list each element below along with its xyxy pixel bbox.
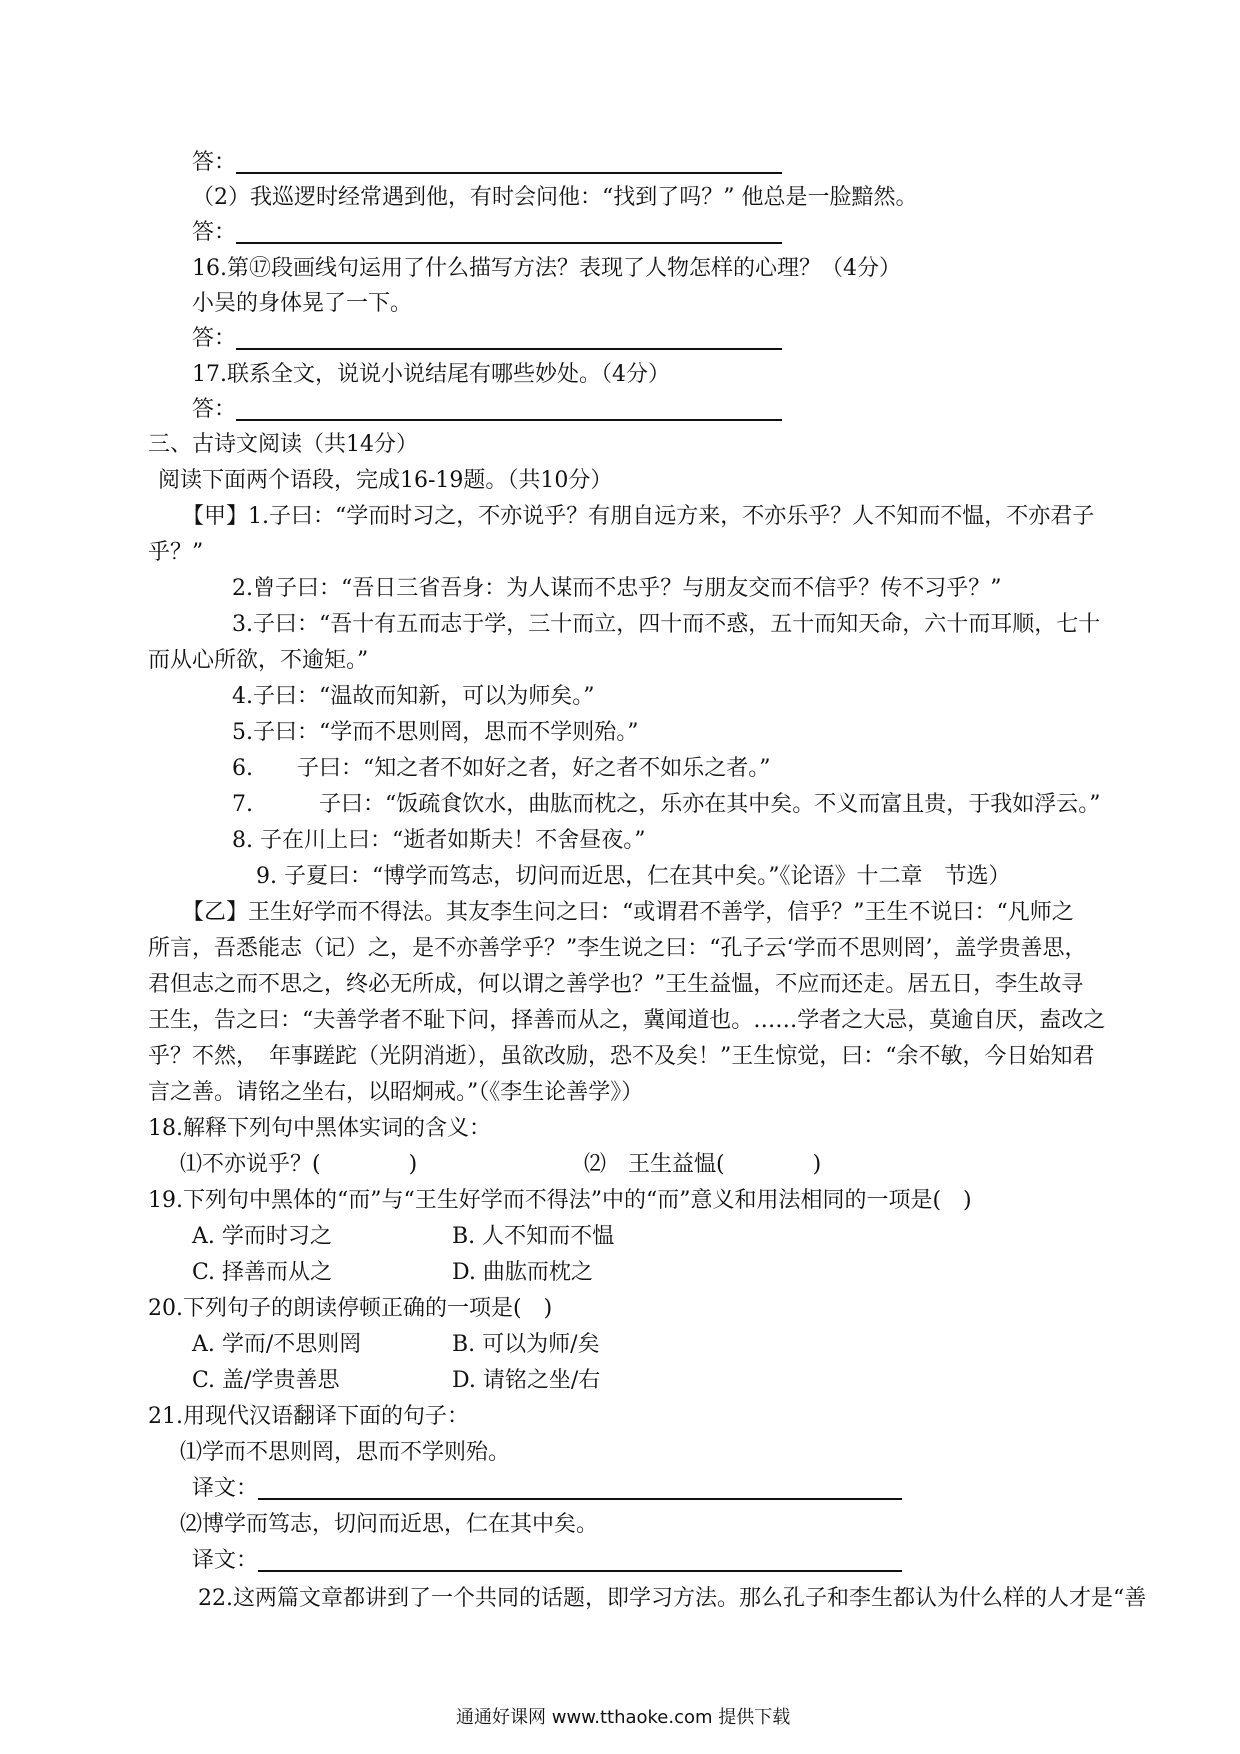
- text-line: 18.解释下列句中黑体实词的含义：: [148, 1116, 491, 1141]
- answer-line: [236, 348, 782, 350]
- text-line: 2.曾子曰：“吾日三省吾身：为人谋而不忠乎？与朋友交而不信乎？传不习乎？”: [232, 576, 1002, 601]
- text-line: 乎？”: [148, 540, 204, 565]
- text-line: 乎？不然， 年事蹉跎（光阴消逝），虽欲改励，恐不及矣！”王生惊觉，曰：“余不敏，今日始知君: [148, 1044, 1095, 1069]
- text-line: ⑵博学而笃志，切问而近思，仁在其中矣。: [180, 1512, 599, 1537]
- text-line: 7. 子曰：“饭疏食饮水，曲肱而枕之，乐亦在其中矣。不义而富且贵，于我如浮云。”: [232, 792, 1101, 817]
- text-line: C. 择善而从之: [192, 1260, 333, 1285]
- text-line: ⑴不亦说乎？( ): [180, 1152, 418, 1177]
- text-line: 答：: [192, 397, 237, 422]
- text-line: （2）我巡逻时经常遇到他，有时会问他：“找到了吗？” 他总是一脸黯然。: [192, 185, 918, 210]
- text-line: 译文：: [192, 1548, 259, 1573]
- text-line: 6. 子曰：“知之者不如好之者，好之者不如乐之者。”: [232, 756, 771, 781]
- text-line: 答：: [192, 326, 237, 351]
- text-line: A. 学而/不思则罔: [192, 1332, 362, 1357]
- text-line: 【乙】王生好学而不得法。其友李生问之曰：“或谓君不善学，信乎？”王生不说曰：“凡师之: [182, 900, 1074, 925]
- text-line: 译文：: [192, 1476, 259, 1501]
- page-footer: 通通好课网 www.tthaoke.com 提供下载: [456, 1707, 791, 1728]
- text-line: A. 学而时习之: [192, 1224, 332, 1249]
- text-line: 9. 子夏曰：“博学而笃志，切问而近思，仁在其中矣。”《论语》十二章 节选）: [256, 864, 1011, 889]
- text-line: 3.子曰：“吾十有五而志于学，三十而立，四十而不惑，五十而知天命，六十而耳顺，七十: [232, 612, 1101, 637]
- text-line: 21.用现代汉语翻译下面的句子：: [148, 1404, 469, 1429]
- text-line: 阅读下面两个语段，完成16-19题。（共10分）: [158, 468, 613, 493]
- text-line: B. 可以为师/矣: [452, 1332, 600, 1357]
- text-line: 19.下列句中黑体的“而”与“王生好学而不得法”中的“而”意义和用法相同的一项是( ): [148, 1188, 972, 1213]
- text-line: 答：: [192, 150, 237, 175]
- text-line: 而从心所欲，不逾矩。”: [148, 648, 369, 673]
- text-line: D. 曲肱而枕之: [452, 1260, 593, 1285]
- text-line: 王生，告之曰：“夫善学者不耻下问，择善而从之，冀闻道也。……学者之大忌，莫逾自厌，盍改之: [148, 1008, 1106, 1033]
- text-line: 所言，吾悉能志（记）之，是不亦善学乎？”李生说之曰：“孔子云‘学而不思则罔’，盖学贵善思，: [148, 936, 1087, 961]
- answer-line: [236, 419, 782, 421]
- text-line: C. 盖/学贵善思: [192, 1368, 340, 1393]
- text-line: ⑵ 王生益愠( ): [584, 1152, 822, 1177]
- text-line: 8. 子在川上曰：“逝者如斯夫！不舍昼夜。”: [232, 828, 646, 853]
- text-line: B. 人不知而不愠: [452, 1224, 615, 1249]
- text-line: 小吴的身体晃了一下。: [192, 291, 413, 316]
- answer-line: [236, 172, 782, 174]
- text-line: 答：: [192, 220, 237, 245]
- text-line: 三、古诗文阅读（共14分）: [148, 432, 418, 457]
- text-line: ⑴学而不思则罔，思而不学则殆。: [180, 1440, 511, 1465]
- translation-line: [258, 1498, 902, 1500]
- text-line: D. 请铭之坐/右: [452, 1368, 601, 1393]
- text-line: 22.这两篇文章都讲到了一个共同的话题，即学习方法。那么孔子和李生都认为什么样的人才是“善: [198, 1586, 1147, 1611]
- translation-line: [258, 1570, 902, 1572]
- text-line: 17.联系全文，说说小说结尾有哪些妙处。（4分）: [192, 362, 670, 387]
- text-line: 20.下列句子的朗读停顿正确的一项是( ): [148, 1296, 553, 1321]
- answer-line: [236, 242, 782, 244]
- text-line: 4.子曰：“温故而知新，可以为师矣。”: [232, 684, 595, 709]
- text-line: 君但志之而不思之，终必无所成，何以谓之善学也？”王生益愠，不应而还走。居五日，李生故寻: [148, 972, 1084, 997]
- text-line: 5.子曰：“学而不思则罔，思而不学则殆。”: [232, 720, 639, 745]
- text-line: 言之善。请铭之坐右，以昭炯戒。”（《李生论善学》）: [148, 1080, 644, 1105]
- text-line: 【甲】1.子曰：“学而时习之，不亦说乎？有朋自远方来，不亦乐乎？人不知而不愠，不亦君子: [182, 504, 1095, 529]
- text-line: 16.第⑰段画线句运用了什么描写方法？表现了人物怎样的心理？（4分）: [192, 256, 901, 281]
